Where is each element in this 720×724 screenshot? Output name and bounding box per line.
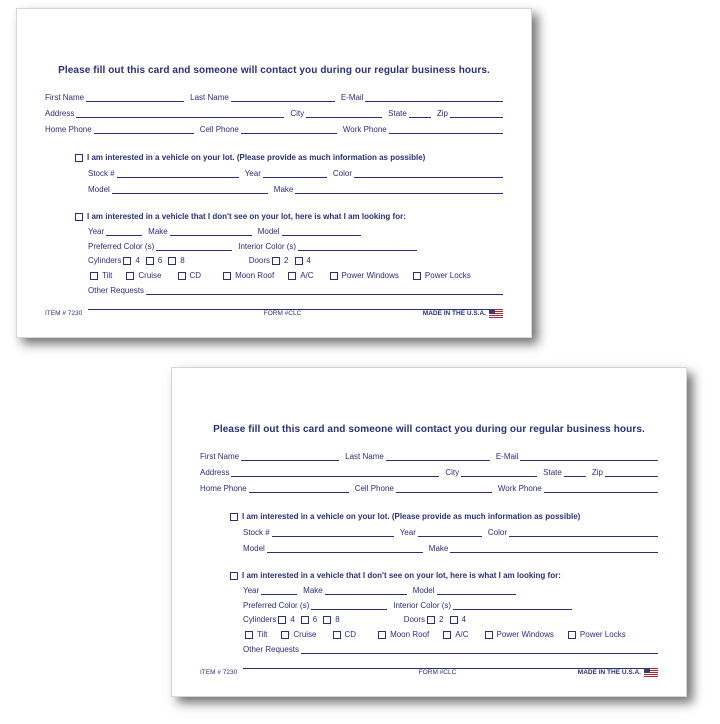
cylinders-4-label: 4 xyxy=(135,256,140,265)
zip-label: Zip xyxy=(436,109,448,118)
last-name-label: Last Name xyxy=(190,93,229,102)
card-headline: Please fill out this card and someone will contact you during our regular business hours. xyxy=(58,65,490,76)
wanted-year-field[interactable] xyxy=(261,587,297,595)
cylinders-6-checkbox[interactable] xyxy=(301,616,309,624)
first-name-field[interactable] xyxy=(86,94,184,102)
email-field[interactable] xyxy=(365,94,503,102)
cylinders-4-checkbox[interactable] xyxy=(278,616,286,624)
other-requests-label: Other Requests xyxy=(243,645,300,654)
on-lot-make-field[interactable] xyxy=(450,545,658,553)
on-lot-color-field[interactable] xyxy=(509,529,658,537)
doors-label: Doors xyxy=(248,256,271,265)
cylinders-label: Cylinders xyxy=(88,256,122,265)
on-lot-model-label: Model xyxy=(88,185,110,194)
home-phone-field[interactable] xyxy=(94,126,194,134)
cylinders-doors-row xyxy=(88,256,311,265)
city-field[interactable] xyxy=(461,469,537,477)
cell-phone-field[interactable] xyxy=(241,126,337,134)
work-phone-field[interactable] xyxy=(389,126,503,134)
colors-row xyxy=(243,601,572,610)
doors-4-label: 4 xyxy=(306,256,311,265)
stock-row xyxy=(243,528,658,537)
made-in-usa-text: MADE IN THE U.S.A. xyxy=(422,310,486,317)
home-phone-label: Home Phone xyxy=(200,484,247,493)
doors-4-checkbox[interactable] xyxy=(450,616,458,624)
email-field[interactable] xyxy=(520,453,658,461)
preferred-color-field[interactable] xyxy=(156,243,232,251)
card-headline: Please fill out this card and someone will contact you during our regular business hours. xyxy=(213,424,645,435)
work-phone-label: Work Phone xyxy=(497,484,542,493)
moon-roof-label: Moon Roof xyxy=(390,630,430,639)
city-label: City xyxy=(445,468,460,477)
cylinders-8-checkbox[interactable] xyxy=(168,257,176,265)
on-lot-year-label: Year xyxy=(399,528,416,537)
wanted-make-label: Make xyxy=(148,227,168,236)
power-windows-checkbox[interactable] xyxy=(485,631,493,639)
home-phone-field[interactable] xyxy=(249,485,349,493)
wanted-model-label: Model xyxy=(257,227,280,236)
tilt-checkbox[interactable] xyxy=(90,272,98,280)
not-on-lot-heading: I am interested in a vehicle that I don't see on your lot, here is what I am looking for: xyxy=(242,571,561,580)
interior-color-label: Interior Color (s) xyxy=(393,601,452,610)
state-field[interactable] xyxy=(409,110,431,118)
us-flag-icon xyxy=(644,668,658,677)
power-locks-label: Power Locks xyxy=(424,271,471,280)
interior-color-field[interactable] xyxy=(298,243,417,251)
card-footer xyxy=(200,668,658,677)
on-lot-year-label: Year xyxy=(244,169,261,178)
state-label: State xyxy=(543,468,562,477)
address-row xyxy=(45,109,503,118)
tilt-label: Tilt xyxy=(257,630,268,639)
wanted-year-field[interactable] xyxy=(106,228,142,236)
zip-label: Zip xyxy=(591,468,603,477)
power-locks-checkbox[interactable] xyxy=(413,272,421,280)
on-lot-color-label: Color xyxy=(332,169,352,178)
address-label: Address xyxy=(200,468,230,477)
stock-label: Stock # xyxy=(88,169,115,178)
cell-phone-field[interactable] xyxy=(396,485,492,493)
cylinders-4-checkbox[interactable] xyxy=(123,257,131,265)
first-name-label: First Name xyxy=(45,93,85,102)
on-lot-make-field[interactable] xyxy=(295,186,503,194)
last-name-field[interactable] xyxy=(386,453,490,461)
card-footer xyxy=(45,309,503,318)
stock-row xyxy=(88,169,503,178)
cylinders-4-label: 4 xyxy=(290,615,295,624)
preferred-color-label: Preferred Color (s) xyxy=(88,242,155,251)
phone-row xyxy=(200,484,658,493)
cd-checkbox[interactable] xyxy=(178,272,186,280)
moon-roof-checkbox[interactable] xyxy=(223,272,231,280)
tilt-checkbox[interactable] xyxy=(245,631,253,639)
on-lot-color-label: Color xyxy=(487,528,507,537)
us-flag-icon xyxy=(489,309,503,318)
cylinders-label: Cylinders xyxy=(243,615,277,624)
cylinders-6-checkbox[interactable] xyxy=(146,257,154,265)
wanted-make-field[interactable] xyxy=(170,228,252,236)
last-name-label: Last Name xyxy=(345,452,384,461)
cruise-checkbox[interactable] xyxy=(126,272,134,280)
last-name-field[interactable] xyxy=(231,94,335,102)
address-label: Address xyxy=(45,109,75,118)
cruise-label: Cruise xyxy=(293,630,317,639)
doors-2-checkbox[interactable] xyxy=(272,257,280,265)
wanted-make-label: Make xyxy=(303,586,323,595)
item-number: ITEM # 7230 xyxy=(45,310,83,317)
stock-label: Stock # xyxy=(243,528,270,537)
other-requests-label: Other Requests xyxy=(88,286,145,295)
power-windows-label: Power Windows xyxy=(341,271,399,280)
zip-field[interactable] xyxy=(450,110,503,118)
made-in-usa-text: MADE IN THE U.S.A. xyxy=(577,669,641,676)
not-on-lot-heading: I am interested in a vehicle that I don't see on your lot, here is what I am looking for: xyxy=(87,212,406,221)
on-lot-year-field[interactable] xyxy=(263,170,327,178)
home-phone-label: Home Phone xyxy=(45,125,92,134)
doors-2-label: 2 xyxy=(284,256,289,265)
ac-checkbox[interactable] xyxy=(288,272,296,280)
cylinders-8-checkbox[interactable] xyxy=(323,616,331,624)
other-requests-row xyxy=(88,286,503,295)
options-row xyxy=(90,271,471,280)
phone-row xyxy=(45,125,503,134)
work-phone-field[interactable] xyxy=(544,485,658,493)
form-code: FORM #CLC xyxy=(263,310,302,317)
first-name-label: First Name xyxy=(200,452,240,461)
not-on-lot-checkbox[interactable] xyxy=(230,572,238,580)
cruise-checkbox[interactable] xyxy=(281,631,289,639)
stock-field[interactable] xyxy=(117,170,239,178)
work-phone-label: Work Phone xyxy=(342,125,387,134)
cd-checkbox[interactable] xyxy=(333,631,341,639)
cylinders-6-label: 6 xyxy=(157,256,163,265)
model-make-row xyxy=(88,185,503,194)
not-on-lot-heading-row xyxy=(75,212,503,221)
doors-2-label: 2 xyxy=(439,615,444,624)
made-in-usa xyxy=(423,309,503,318)
not-on-lot-checkbox[interactable] xyxy=(75,213,83,221)
city-field[interactable] xyxy=(306,110,382,118)
address-field[interactable] xyxy=(231,469,439,477)
on-lot-color-field[interactable] xyxy=(354,170,503,178)
power-windows-label: Power Windows xyxy=(496,630,554,639)
on-lot-heading-row xyxy=(75,153,503,162)
not-on-lot-heading-row xyxy=(230,571,658,580)
doors-4-label: 4 xyxy=(461,615,466,624)
stock-field[interactable] xyxy=(272,529,394,537)
state-label: State xyxy=(388,109,407,118)
model-make-row xyxy=(243,544,658,553)
doors-4-checkbox[interactable] xyxy=(295,257,303,265)
options-row xyxy=(245,630,626,639)
wanted-model-field[interactable] xyxy=(282,228,361,236)
email-label: E-Mail xyxy=(495,452,519,461)
interior-color-label: Interior Color (s) xyxy=(238,242,297,251)
on-lot-make-label: Make xyxy=(428,544,449,553)
on-lot-make-label: Make xyxy=(273,185,294,194)
city-label: City xyxy=(290,109,305,118)
cylinders-doors-row xyxy=(243,615,466,624)
on-lot-checkbox[interactable] xyxy=(75,154,83,162)
wanted-model-label: Model xyxy=(412,586,435,595)
power-locks-label: Power Locks xyxy=(579,630,626,639)
wanted-year-label: Year xyxy=(243,586,260,595)
name-row xyxy=(200,452,658,461)
lead-card-back xyxy=(171,367,687,697)
on-lot-heading-row xyxy=(230,512,658,521)
cell-phone-label: Cell Phone xyxy=(354,484,394,493)
doors-2-checkbox[interactable] xyxy=(427,616,435,624)
item-number: ITEM # 7230 xyxy=(200,669,238,676)
email-label: E-Mail xyxy=(340,93,364,102)
power-windows-checkbox[interactable] xyxy=(330,272,338,280)
moon-roof-checkbox[interactable] xyxy=(378,631,386,639)
made-in-usa xyxy=(578,668,658,677)
zip-field[interactable] xyxy=(605,469,658,477)
on-lot-model-field[interactable] xyxy=(267,545,423,553)
cylinders-8-label: 8 xyxy=(180,256,185,265)
cylinders-8-label: 8 xyxy=(335,615,340,624)
ac-checkbox[interactable] xyxy=(443,631,451,639)
ac-label: A/C xyxy=(300,271,314,280)
cell-phone-label: Cell Phone xyxy=(199,125,239,134)
other-requests-field[interactable] xyxy=(146,287,503,295)
name-row xyxy=(45,93,503,102)
other-requests-row xyxy=(243,645,658,654)
tilt-label: Tilt xyxy=(102,271,113,280)
on-lot-heading: I am interested in a vehicle on your lot. (Please provide as much information as possible) xyxy=(242,512,581,521)
on-lot-year-field[interactable] xyxy=(418,529,482,537)
address-field[interactable] xyxy=(76,110,284,118)
cruise-label: Cruise xyxy=(138,271,162,280)
on-lot-checkbox[interactable] xyxy=(230,513,238,521)
moon-roof-label: Moon Roof xyxy=(235,271,275,280)
colors-row xyxy=(88,242,417,251)
form-code: FORM #CLC xyxy=(418,669,457,676)
year-make-model-row xyxy=(88,227,361,236)
interior-color-field[interactable] xyxy=(453,602,572,610)
lead-card-front xyxy=(16,8,532,338)
cylinders-6-label: 6 xyxy=(312,615,318,624)
other-requests-field[interactable] xyxy=(301,646,658,654)
address-row xyxy=(200,468,658,477)
on-lot-model-field[interactable] xyxy=(112,186,268,194)
preferred-color-field[interactable] xyxy=(311,602,387,610)
cd-label: CD xyxy=(344,630,357,639)
wanted-year-label: Year xyxy=(88,227,105,236)
wanted-model-field[interactable] xyxy=(437,587,516,595)
on-lot-heading: I am interested in a vehicle on your lot. (Please provide as much information as possible) xyxy=(87,153,426,162)
wanted-make-field[interactable] xyxy=(325,587,407,595)
first-name-field[interactable] xyxy=(241,453,339,461)
doors-label: Doors xyxy=(403,615,426,624)
cd-label: CD xyxy=(189,271,202,280)
state-field[interactable] xyxy=(564,469,586,477)
preferred-color-label: Preferred Color (s) xyxy=(243,601,310,610)
on-lot-model-label: Model xyxy=(243,544,265,553)
year-make-model-row xyxy=(243,586,516,595)
power-locks-checkbox[interactable] xyxy=(568,631,576,639)
ac-label: A/C xyxy=(455,630,469,639)
